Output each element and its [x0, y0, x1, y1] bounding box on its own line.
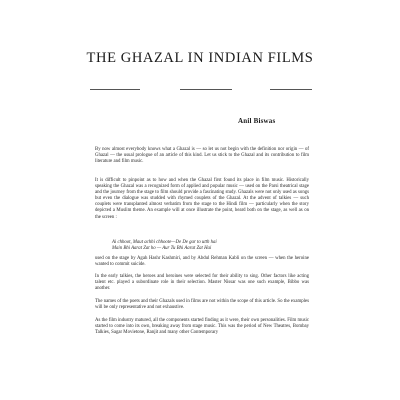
article-title: THE GHAZAL IN INDIAN FILMS: [86, 50, 314, 66]
paragraph-6: As the film industry matured, all the components started finding as it were, their own personalities. Film music started to come into its own, breaking away from stage music. This was the period of New Theatres, Bombay Talkies, Sagar Movietone, Ranjit and many other Contemporary: [95, 318, 309, 336]
paragraph-4: In the early talkies, the heroes and heroines were selected for their ability to sing. Other factors like acting talent etc. played a subordinate role in their selection. Master Nissar was one such example, Bibbo was another.: [95, 274, 309, 292]
quoted-couplet: [112, 240, 302, 252]
quote-line: Ai chhoot, Maut achhi chhoote—De De gar to utth hai: [112, 240, 217, 245]
title-rule-left: [90, 89, 140, 90]
paragraph-3: used on the stage by Agah Hashr Kashmiri, and by Abdul Rehman Kabli on the screen — when the heroine wanted to commit suicide.: [95, 256, 309, 268]
quote-line: Main Bhi Aarat Zat ho — Aur Tu Bhi Aarat Zat Hai: [112, 246, 212, 252]
paragraph-1: By now almost everybody knows what a Ghazal is — so let us not begin with the definition nor origin — of Ghazal — the usual prologue of an article of this kind. Let us stick to the Ghazal and its contribution to film literature and film music.: [95, 147, 309, 165]
paragraph-2: It is difficult to pinpoint as to how and when the Ghazal first found its place in film music. Historically speaking the Ghazal was a recognized form of applied and popular music — used on the Parsi theatrical stage and the journey from the stage to film should provide a fascinating study. Ghazals were not only used as songs but even the dialogue was studded with rhymed couplets of the Ghazal. At the advent of talkies — such couplets were transplanted almost verbatim from the stage to the Hindi film — particularly when the story depicted a Muslim theme. An example will at once illustrate the point, heard both on the stage, as well as on the screen :: [95, 178, 309, 220]
title-rule-middle: [180, 89, 232, 90]
paragraph-5: The names of the poets and their Ghazals used in films are not within the scope of this article. So the examples will be only representative and not exhaustive.: [95, 299, 309, 311]
article-author: Anil Biswas: [238, 117, 276, 125]
title-rule-right: [270, 89, 312, 90]
